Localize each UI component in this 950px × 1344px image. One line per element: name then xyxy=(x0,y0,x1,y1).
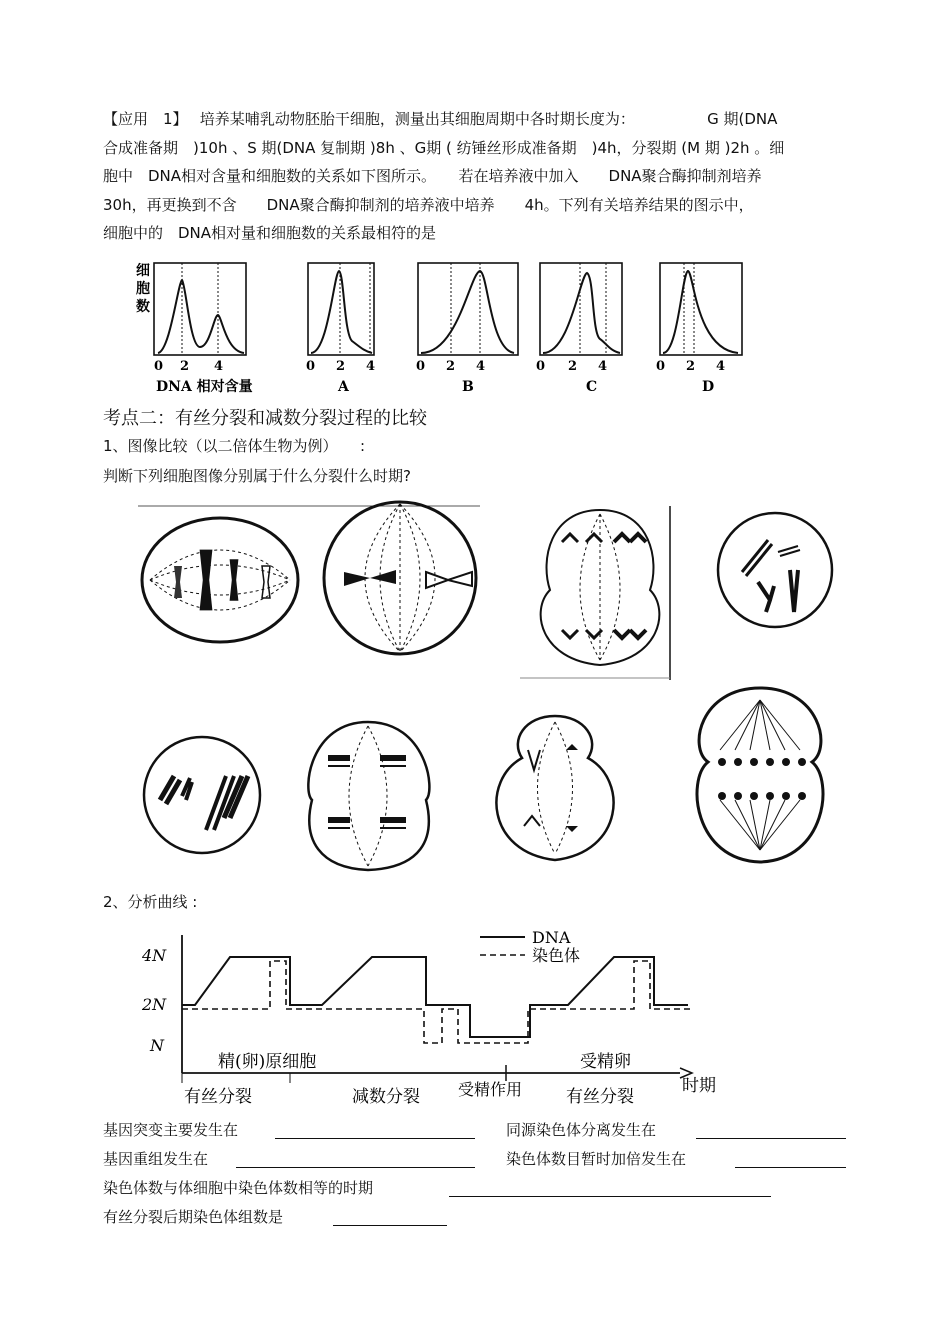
fill-q3-blank[interactable] xyxy=(236,1167,475,1168)
x-axis-label: 时期 xyxy=(682,1076,716,1096)
cell-image-2[interactable] xyxy=(324,502,476,654)
label-cell2: 受精卵 xyxy=(580,1052,631,1072)
svg-text:0: 0 xyxy=(536,359,546,374)
histogram-xlabel: DNA 相对含量 xyxy=(156,379,253,395)
svg-text:4: 4 xyxy=(716,359,726,374)
svg-text:细: 细 xyxy=(136,263,150,279)
dna-chromosome-curve xyxy=(140,925,760,1110)
svg-text:数: 数 xyxy=(136,299,150,315)
cell-image-6[interactable] xyxy=(308,722,429,870)
cell-image-1[interactable] xyxy=(142,518,298,642)
fill-q5-blank[interactable] xyxy=(449,1196,771,1197)
legend-chromosome: 染色体 xyxy=(532,946,581,965)
fill-q2-blank[interactable] xyxy=(696,1138,846,1139)
svg-text:0: 0 xyxy=(416,359,426,374)
svg-text:0: 0 xyxy=(656,359,666,374)
question-line-5: 细胞中的 DNA相对量和细胞数的关系最相符的是 xyxy=(103,224,437,242)
svg-text:0: 0 xyxy=(154,359,164,374)
histogram-c-label: C xyxy=(586,379,598,395)
svg-text:4: 4 xyxy=(598,359,608,374)
section-title: 考点二：有丝分裂和减数分裂过程的比较 xyxy=(103,408,427,429)
fill-q6-blank[interactable] xyxy=(333,1225,447,1226)
chromosome-line xyxy=(182,961,692,1043)
phase-mitosis-2: 有丝分裂 xyxy=(566,1087,634,1107)
histogram-d-label: D xyxy=(702,379,715,395)
histogram-b[interactable] xyxy=(416,263,518,395)
subsection-question: 判断下列细胞图像分别属于什么分裂什么时期? xyxy=(103,467,411,485)
subsection-curve: 2、分析曲线 : xyxy=(103,893,198,911)
histogram-c[interactable] xyxy=(536,263,622,395)
label-cell1: 精(卵)原细胞 xyxy=(218,1052,317,1072)
cell-image-7[interactable] xyxy=(496,716,613,860)
svg-text:4: 4 xyxy=(366,359,376,374)
phase-mitosis-1: 有丝分裂 xyxy=(184,1087,252,1107)
legend-dna: DNA xyxy=(532,928,571,947)
fill-q4-blank[interactable] xyxy=(735,1167,846,1168)
dna-line xyxy=(182,957,688,1037)
fill-q6: 有丝分裂后期染色体组数是 xyxy=(103,1208,284,1226)
svg-text:2: 2 xyxy=(568,359,578,374)
fill-q1: 基因突变主要发生在 xyxy=(103,1121,239,1139)
question-line-1: 【应用 1】 培养某哺乳动物胚胎干细胞，测量出其细胞周期中各时期长度为： G 期(DNA xyxy=(103,110,778,128)
phase-meiosis: 减数分裂 xyxy=(352,1087,420,1107)
svg-text:4: 4 xyxy=(214,359,224,374)
svg-text:0: 0 xyxy=(306,359,316,374)
histogram-a[interactable] xyxy=(306,263,375,395)
histogram-reference xyxy=(136,263,253,395)
cell-division-images xyxy=(130,500,850,880)
dna-histograms xyxy=(130,255,760,400)
svg-text:2: 2 xyxy=(686,359,696,374)
svg-text:N: N xyxy=(150,1036,164,1055)
histogram-b-label: B xyxy=(462,379,474,395)
svg-text:4N: 4N xyxy=(142,946,167,965)
svg-text:2N: 2N xyxy=(142,995,167,1014)
fill-q3: 基因重组发生在 xyxy=(103,1150,209,1168)
histogram-a-label: A xyxy=(338,379,349,395)
cell-image-4[interactable] xyxy=(718,513,832,627)
histogram-d[interactable] xyxy=(656,263,742,395)
fill-q1-blank[interactable] xyxy=(275,1138,475,1139)
cell-image-3[interactable] xyxy=(520,506,670,680)
fill-q4: 染色体数目暂时加倍发生在 xyxy=(506,1150,687,1168)
fill-q2: 同源染色体分离发生在 xyxy=(506,1121,657,1139)
cell-image-8[interactable] xyxy=(697,688,823,862)
fill-q5: 染色体数与体细胞中染色体数相等的时期 xyxy=(103,1179,374,1197)
subsection-image-compare: 1、图像比较（以二倍体生物为例） : xyxy=(103,437,366,455)
svg-text:胞: 胞 xyxy=(136,281,150,297)
svg-text:4: 4 xyxy=(476,359,486,374)
svg-text:2: 2 xyxy=(446,359,456,374)
phase-fertilization: 受精作用 xyxy=(458,1080,523,1099)
question-line-3: 胞中 DNA相对含量和细胞数的关系如下图所示。 若在培养液中加入 DNA聚合酶抑制剂培养 xyxy=(103,167,762,185)
question-line-4: 30h，再更换到不含 DNA聚合酶抑制剂的培养液中培养 4h。下列有关培养结果的图示中， xyxy=(103,196,754,214)
svg-text:2: 2 xyxy=(336,359,346,374)
question-line-2: 合成准备期 )10h 、S 期(DNA 复制期 )8h 、G期 ( 纺锤丝形成准备期 )4h，分裂期 (M 期 )2h 。细 xyxy=(103,139,785,157)
cell-image-5[interactable] xyxy=(144,737,260,853)
svg-text:2: 2 xyxy=(180,359,190,374)
